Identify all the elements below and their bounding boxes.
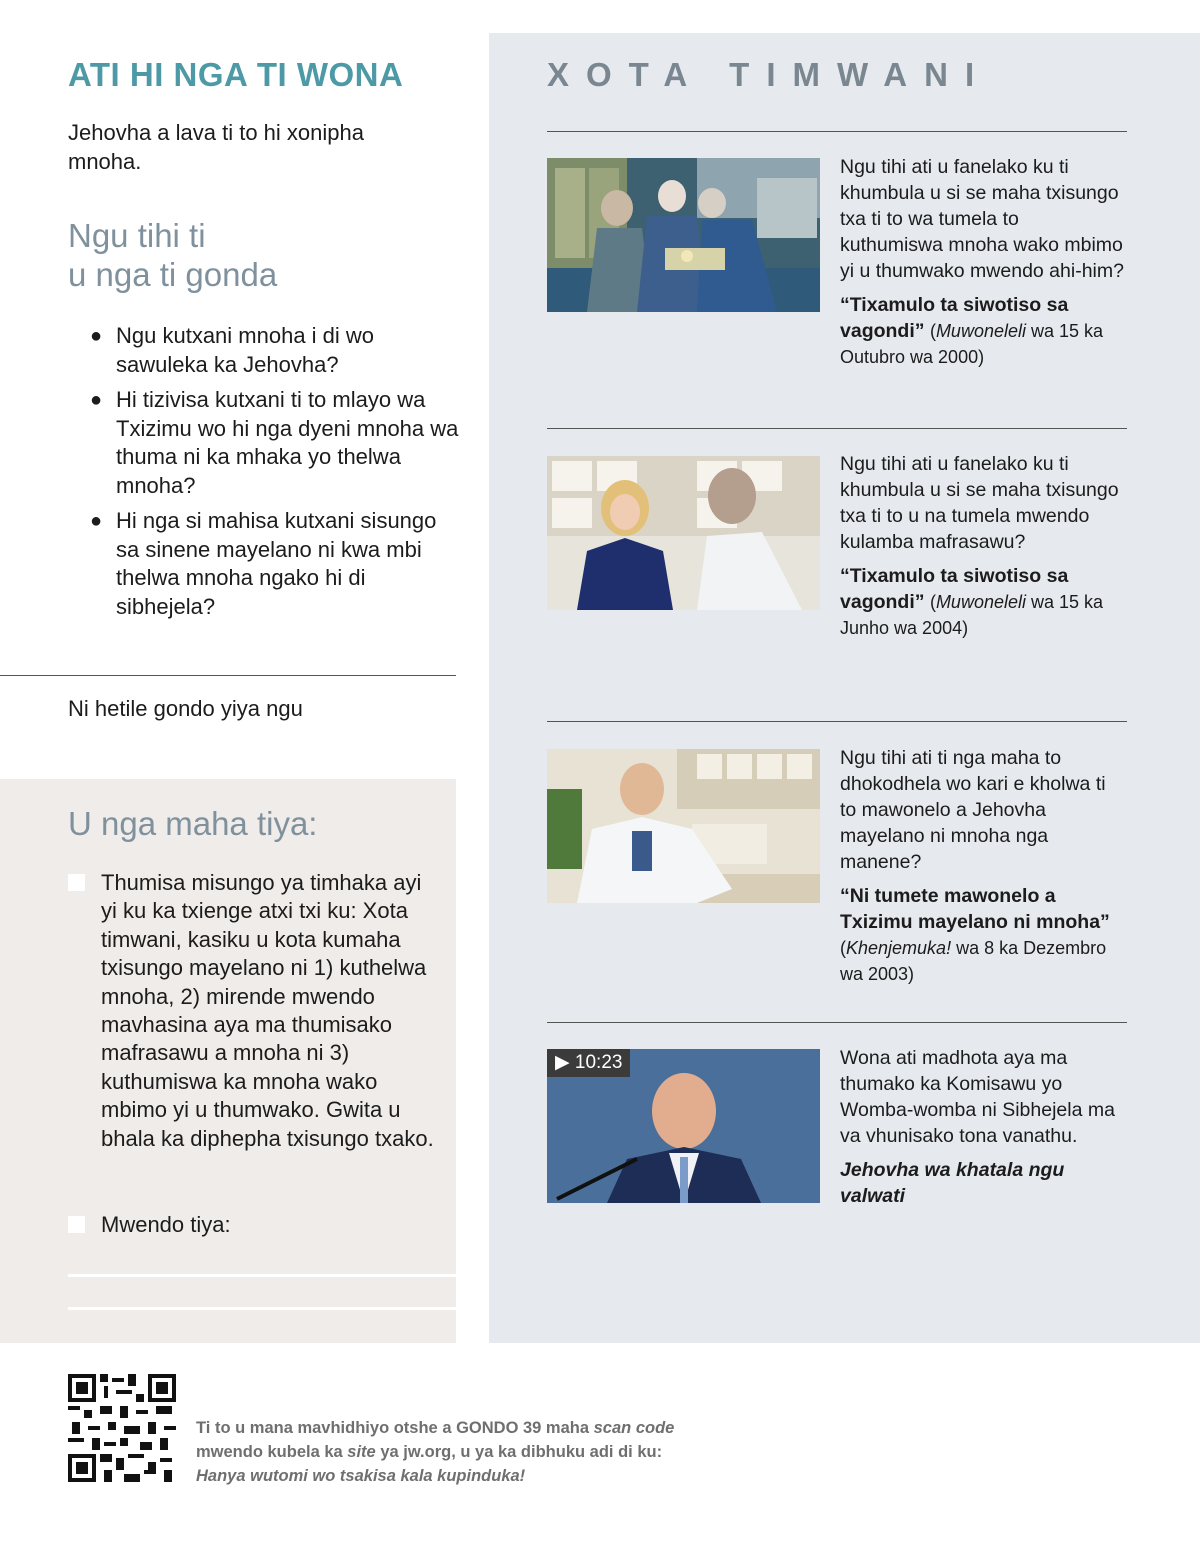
question-text: Hi tizivisa kutxani ti to mlayo wa Txizimu wo hi nga dyeni mnoha wa thuma ni ka mhaka yo thelwa mnoha? (116, 387, 459, 498)
surgery-photo[interactable] (547, 158, 820, 312)
explore-item (840, 154, 1125, 378)
subhead-learn (68, 216, 428, 294)
bullet-icon: ● (90, 510, 103, 532)
reference-title[interactable]: “Ni tumete mawonelo a Txizimu mayelano ni mnoha” (840, 885, 1110, 933)
divider (547, 131, 1127, 132)
play-icon: ▶ (555, 1052, 570, 1073)
question-item (90, 507, 460, 621)
publication-name: Muwoneleli (935, 592, 1026, 612)
qr-code-icon[interactable] (68, 1374, 176, 1482)
try-item (68, 1211, 438, 1239)
publication-name: Khenjemuka! (846, 938, 952, 958)
divider (547, 721, 1127, 722)
question-item (90, 386, 460, 500)
writing-line (68, 1307, 456, 1310)
publication-name: Muwoneleli (935, 321, 1026, 341)
question-text: Hi nga si mahisa kutxani sisungo sa sinene mayelano ni kwa mbi thelwa mnoha ngako hi di sibhejela? (116, 508, 437, 619)
bullet-icon: ● (90, 389, 103, 411)
question-text: Ngu kutxani mnoha i di wo sawuleka ka Jehovha? (116, 323, 375, 377)
explore-question: Ngu tihi ati u fanelako ku ti khumbula u si se maha txisungo txa ti to wa tumela to kuthumiswa mnoha wako mbimo yi u thumwako mwendo ahi-him? (840, 156, 1124, 282)
subhead-line-1: Ngu tihi ti (68, 217, 206, 254)
intro-text: Jehovha a lava ti to hi xonipha mnoha. (68, 120, 364, 174)
writing-line (68, 1274, 456, 1277)
publication-date: wa 15 ka Junho wa 2004) (840, 592, 1104, 638)
divider (547, 1022, 1127, 1023)
checkbox[interactable] (68, 874, 85, 891)
try-item-text: Thumisa misungo ya timhaka ayi yi ku ka txienge atxi txi ku: Xota timwani, kasiku u kota kumaha txisungo mayelano ni 1) kuthelwa mnoha, 2) mirende mwendo mavhasina aya ma thumisako mafrasawu a mnoha ni 3) kuthumiswa ka mnoha wako mbimo yi u thumwako. Gwita u bhala ka diphepha txisungo txako. (101, 870, 434, 1151)
explore-item (840, 745, 1125, 995)
bullet-icon: ● (90, 325, 103, 347)
section-title-see: ATI HI NGA TI WONA (68, 56, 404, 93)
question-list (90, 322, 460, 628)
book-title[interactable]: Hanya wutomi wo tsakisa kala kupinduka! (196, 1467, 526, 1485)
divider (547, 428, 1127, 429)
reference[interactable]: “Tixamulo ta siwotiso sa vagondi” (Muwoneleli wa 15 ka Junho wa 2004) (840, 565, 1104, 638)
explore-item (840, 1045, 1125, 1217)
publication-date: wa 8 ka Dezembro wa 2003) (840, 938, 1107, 984)
reference-title[interactable]: “Tixamulo ta siwotiso sa vagondi” (840, 294, 1069, 342)
reference-title[interactable]: “Tixamulo ta siwotiso sa vagondi” (840, 565, 1069, 613)
explore-item (840, 451, 1125, 649)
question-item (90, 322, 460, 379)
duration-text: 10:23 (574, 1052, 623, 1073)
doctor-desk-photo[interactable] (547, 749, 820, 903)
consultation-photo[interactable] (547, 456, 820, 610)
try-item-text: Mwendo tiya: (101, 1212, 231, 1237)
try-title: U nga maha tiya: (68, 805, 318, 842)
explore-question: Wona ati madhota aya ma thumako ka Komisawu yo Womba-womba ni Sibhejela ma va vhunisako tona vanathu. (840, 1047, 1115, 1147)
publication-date: wa 15 ka Outubro wa 2000) (840, 321, 1104, 367)
footer-note: Ti to u mana mavhidhiyo otshe a GONDO 39 maha scan code mwendo kubela ka site ya jw.org, u ya ka dibhuku adi di ku: Hanya wutomi wo tsakisa kala kupinduka! (196, 1419, 675, 1485)
checkbox[interactable] (68, 1216, 85, 1233)
learned-label: Ni hetile gondo yiya ngu (68, 696, 303, 721)
reference[interactable]: “Tixamulo ta siwotiso sa vagondi” (Muwoneleli wa 15 ka Outubro wa 2000) (840, 294, 1104, 367)
video-duration-badge (547, 1049, 630, 1077)
explore-question: Ngu tihi ati ti nga maha to dhokodhela wo kari e kholwa ti to mawonelo a Jehovha mayelano ni mnoha nga manene? (840, 747, 1106, 873)
divider (0, 675, 456, 676)
section-title-explore: XOTA TIMWANI (547, 56, 992, 93)
video-title-link[interactable]: Jehovha wa khatala ngu valwati (840, 1159, 1065, 1207)
reference[interactable]: “Ni tumete mawonelo a Txizimu mayelano ni mnoha” (Khenjemuka! wa 8 ka Dezembro wa 2003) (840, 885, 1110, 984)
try-item (68, 869, 438, 1153)
subhead-line-2: u nga ti gonda (68, 256, 278, 293)
explore-question: Ngu tihi ati u fanelako ku ti khumbula u si se maha txisungo txa ti to u na tumela mwendo kulamba mafrasawu? (840, 453, 1119, 553)
